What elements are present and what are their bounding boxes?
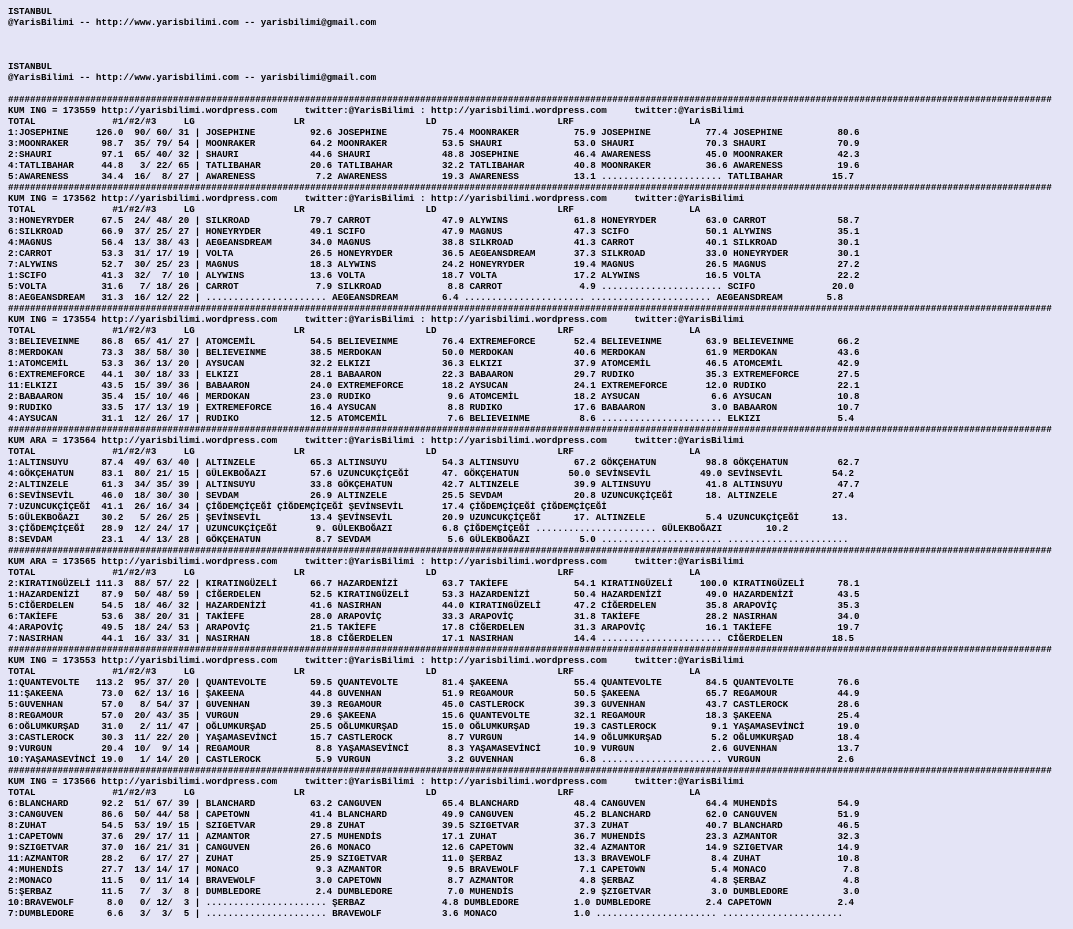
text-line: ##############################################################################################################################################################################################	[8, 424, 1052, 435]
text-line: 3:CANGUVEN 86.6 50/ 44/ 58 | CAPETOWN 41.4 BLANCHARD 49.9 CANGUVEN 45.2 BLANCHARD 62.0 CANGUVEN 51.9	[8, 809, 860, 820]
text-line: 11:AZMANTOR 28.2 6/ 17/ 27 | ZUHAT 25.9 SZIGETVAR 11.0 ŞERBAZ 13.3 BRAVEWOLF 8.4 ZUHAT 10.8	[8, 853, 860, 864]
text-line	[8, 39, 1073, 50]
text-line: 10:YAŞAMASEVİNCİ 19.0 1/ 14/ 20 | CASTLEROCK 5.9 VURGUN 3.2 GUVENHAN 6.8 ...................... VURGUN 2.6	[8, 754, 854, 765]
text-line: 7:NASIRHAN 44.1 16/ 33/ 31 | NASIRHAN 18.8 CİĞERDELEN 17.1 NASIRHAN 14.4 ...................... CİĞERDELEN 18.5	[8, 633, 854, 644]
text-line: 8:SEVDAM 23.1 4/ 13/ 28 | GÖKÇEHATUN 8.7 SEVDAM 5.6 GÜLEKBOĞAZI 5.0 ...................... ......................	[8, 534, 849, 545]
text-line: 5:GUVENHAN 57.0 8/ 54/ 37 | GUVENHAN 39.3 REGAMOUR 45.0 CASTLEROCK 39.3 GUVENHAN 43.7 CASTLEROCK 28.6	[8, 699, 860, 710]
text-line: 11:ELKIZI 43.5 15/ 39/ 36 | BABAARON 24.0 EXTREMEFORCE 18.2 AYSUCAN 24.1 EXTREMEFORCE 12.0 RUDIKO 22.1	[8, 380, 860, 391]
text-line: ##############################################################################################################################################################################################	[8, 644, 1052, 655]
text-line: 8:AEGEANSDREAM 31.3 16/ 12/ 22 | ...................... AEGEANSDREAM 6.4 ...................... ...................... AEGEANSDREAM 5.8	[8, 292, 843, 303]
text-line: 4:GÖKÇEHATUN 83.1 80/ 21/ 15 | GÜLEKBOĞAZI 57.6 UZUNCUKÇİÇEĞİ 47. GÖKÇEHATUN 50.0 SEVİNSEVİL 49.0 SEVİNSEVİL 54.2	[8, 468, 854, 479]
text-line: 3:MOONRAKER 98.7 35/ 79/ 54 | MOONRAKER 64.2 MOONRAKER 53.5 SHAURI 53.0 SHAURI 70.3 SHAURI 70.9	[8, 138, 860, 149]
text-line: TOTAL #1/#2/#3 LG LR LD LRF LA	[8, 116, 701, 127]
text-line: 3:CASTLEROCK 30.3 11/ 22/ 20 | YAŞAMASEVİNCİ 15.7 CASTLEROCK 8.7 VURGUN 14.9 OĞLUMKURŞAD 5.2 OĞLUMKURŞAD 18.4	[8, 732, 860, 743]
text-line	[8, 50, 1073, 61]
text-line: ##############################################################################################################################################################################################	[8, 303, 1052, 314]
text-line: @YarisBilimi -- http://www.yarisbilimi.com -- yarisbilimi@gmail.com	[8, 72, 377, 83]
text-line: 4:TATLIBAHAR 44.8 3/ 22/ 65 | TATLIBAHAR 20.6 TATLIBAHAR 32.2 TATLIBAHAR 40.8 MOONRAKER 36.6 AWARENESS 19.6	[8, 160, 860, 171]
text-line: 1:ALTINSUYU 87.4 49/ 63/ 40 | ALTINZELE 65.3 ALTINSUYU 54.3 ALTINSUYU 67.2 GÖKÇEHATUN 98.8 GÖKÇEHATUN 62.7	[8, 457, 860, 468]
text-line: 5:GÜLEKBOĞAZI 30.2 5/ 26/ 25 | ŞEVİNSEVİL 13.4 ŞEVİNSEVİL 20.9 UZUNCUKÇİÇEĞİ 17. ALTINZELE 5.4 UZUNCUKÇİÇEĞİ 13.	[8, 512, 849, 523]
text-line: 1:SCIFO 41.3 32/ 7/ 10 | ALYWINS 13.6 VOLTA 18.7 VOLTA 17.2 ALYWINS 16.5 VOLTA 22.2	[8, 270, 860, 281]
text-line: 5:VOLTA 31.6 7/ 18/ 26 | CARROT 7.9 SILKROAD 8.8 CARROT 4.9 ...................... SCIFO 20.0	[8, 281, 854, 292]
text-line: 2:CARROT 53.3 31/ 17/ 19 | VOLTA 26.5 HONEYRYDER 36.5 AEGEANSDREAM 37.3 SILKROAD 33.0 HONEYRYDER 30.1	[8, 248, 860, 259]
text-line: KUM ING = 173562 http://yarisbilimi.wordpress.com twitter:@YarisBilimi : http://yarisbilimi.wordpress.com twitter:@YarisBilimi	[8, 193, 745, 204]
text-line: 1:QUANTEVOLTE 113.2 95/ 37/ 20 | QUANTEVOLTE 59.5 QUANTEVOLTE 81.4 ŞAKEENA 55.4 QUANTEVOLTE 84.5 QUANTEVOLTE 76.6	[8, 677, 860, 688]
text-line: 3:ÇİĞDEMÇİÇEĞİ 28.9 12/ 24/ 17 | UZUNCUKÇİÇEĞİ 9. GÜLEKBOĞAZI 6.8 ÇİĞDEMÇİÇEĞİ ...................... GÜLEKBOĞAZI 10.2	[8, 523, 789, 534]
text-line: 9:SZIGETVAR 37.0 16/ 21/ 31 | CANGUVEN 26.6 MONACO 12.6 CAPETOWN 32.4 AZMANTOR 14.9 SZIGETVAR 14.9	[8, 842, 860, 853]
text-line: KUM ING = 173554 http://yarisbilimi.wordpress.com twitter:@YarisBilimi : http://yarisbilimi.wordpress.com twitter:@YarisBilimi	[8, 314, 745, 325]
text-line: 7:DUMBLEDORE 6.6 3/ 3/ 5 | ...................... BRAVEWOLF 3.6 MONACO 1.0 ...................... ......................	[8, 908, 843, 919]
text-line: 4:MUHENDİS 27.7 13/ 14/ 17 | MONACO 9.3 AZMANTOR 9.5 BRAVEWOLF 7.1 CAPETOWN 5.4 MONACO 7.8	[8, 864, 860, 875]
text-line: TOTAL #1/#2/#3 LG LR LD LRF LA	[8, 666, 701, 677]
text-line: 3:BELIEVEINME 86.8 65/ 41/ 27 | ATOMCEMİL 54.5 BELIEVEINME 76.4 EXTREMEFORCE 52.4 BELIEVEINME 63.9 BELIEVEINME 66.2	[8, 336, 860, 347]
text-line: 11:ŞAKEENA 73.0 62/ 13/ 16 | ŞAKEENA 44.8 GUVENHAN 51.9 REGAMOUR 50.5 ŞAKEENA 65.7 REGAMOUR 44.9	[8, 688, 860, 699]
text-line: 8:MERDOKAN 73.3 38/ 58/ 30 | BELIEVEINME 38.5 MERDOKAN 50.0 MERDOKAN 40.6 MERDOKAN 61.9 MERDOKAN 43.6	[8, 347, 860, 358]
text-line: 2:MONACO 11.5 0/ 11/ 14 | BRAVEWOLF 3.0 CAPETOWN 8.7 AZMANTOR 4.8 ŞERBAZ 4.8 ŞERBAZ 4.8	[8, 875, 860, 886]
text-line: TOTAL #1/#2/#3 LG LR LD LRF LA	[8, 204, 701, 215]
text-line: ##############################################################################################################################################################################################	[8, 182, 1052, 193]
text-line: 6:BLANCHARD 92.2 51/ 67/ 39 | BLANCHARD 63.2 CANGUVEN 65.4 BLANCHARD 48.4 CANGUVEN 64.4 MUHENDİS 54.9	[8, 798, 860, 809]
text-line: ##############################################################################################################################################################################################	[8, 94, 1052, 105]
text-line: 9:VURGUN 20.4 10/ 9/ 14 | REGAMOUR 8.8 YAŞAMASEVİNCİ 8.3 YAŞAMASEVİNCİ 10.9 VURGUN 2.6 GUVENHAN 13.7	[8, 743, 860, 754]
text-line: TOTAL #1/#2/#3 LG LR LD LRF LA	[8, 787, 701, 798]
text-line: 1:CAPETOWN 37.6 29/ 17/ 11 | AZMANTOR 27.5 MUHENDİS 17.1 ZUHAT 36.7 MUHENDİS 23.3 AZMANTOR 32.3	[8, 831, 860, 842]
text-line: 2:SHAURI 97.1 65/ 40/ 32 | SHAURI 44.6 SHAURI 48.8 JOSEPHINE 46.4 AWARENESS 45.0 MOONRAKER 42.3	[8, 149, 860, 160]
text-line: 4:AYSUCAN 31.1 12/ 26/ 17 | RUDIKO 12.5 ATOMCEMİL 7.6 BELIEVEINME 8.6 ...................... ELKIZI 5.4	[8, 413, 854, 424]
text-line: 4:MAGNUS 56.4 13/ 38/ 43 | AEGEANSDREAM 34.0 MAGNUS 38.8 SILKROAD 41.3 CARROT 40.1 SILKROAD 30.1	[8, 237, 860, 248]
text-line: 7:ALYWINS 52.7 30/ 25/ 23 | MAGNUS 18.3 ALYWINS 24.2 HONEYRYDER 19.4 MAGNUS 26.5 MAGNUS 27.2	[8, 259, 860, 270]
text-line: ISTANBUL	[8, 61, 52, 72]
text-line	[8, 28, 1073, 39]
text-line: 7:UZUNCUKÇİÇEĞİ 41.1 26/ 16/ 34 | ÇİĞDEMÇİÇEĞİ ÇİĞDEMÇİÇEĞİ ŞEVİNSEVİL 17.4 ÇİĞDEMÇİÇEĞİ ÇİĞDEMÇİÇEĞİ	[8, 501, 607, 512]
text-line: 10:BRAVEWOLF 8.0 0/ 12/ 3 | ...................... ŞERBAZ 4.8 DUMBLEDORE 1.0 DUMBLEDORE 2.4 CAPETOWN 2.4	[8, 897, 854, 908]
text-line: TOTAL #1/#2/#3 LG LR LD LRF LA	[8, 325, 701, 336]
text-line: 4:ARAPOVİÇ 49.5 18/ 24/ 53 | ARAPOVİÇ 21.5 TAKİEFE 17.8 CİĞERDELEN 31.3 ARAPOVİÇ 16.1 TAKİEFE 19.7	[8, 622, 860, 633]
text-line: ##############################################################################################################################################################################################	[8, 545, 1052, 556]
text-line	[8, 83, 1073, 94]
text-line: ISTANBUL	[8, 6, 52, 17]
text-line: 2:KIRATINGÜZELİ 111.3 88/ 57/ 22 | KIRATINGÜZELİ 66.7 HAZARDENİZİ 63.7 TAKİEFE 54.1 KIRATINGÜZELİ 100.0 KIRATINGÜZELİ 78.1	[8, 578, 860, 589]
text-line: 3:HONEYRYDER 67.5 24/ 48/ 20 | SILKROAD 79.7 CARROT 47.9 ALYWINS 61.8 HONEYRYDER 63.0 CARROT 58.7	[8, 215, 860, 226]
text-line: KUM ARA = 173564 http://yarisbilimi.wordpress.com twitter:@YarisBilimi : http://yarisbilimi.wordpress.com twitter:@YarisBilimi	[8, 435, 745, 446]
text-line: 9:RUDIKO 33.5 17/ 13/ 19 | EXTREMEFORCE 16.4 AYSUCAN 8.8 RUDIKO 17.6 BABAARON 3.0 BABAARON 10.7	[8, 402, 860, 413]
text-line: 5:ŞERBAZ 11.5 7/ 3/ 8 | DUMBLEDORE 2.4 DUMBLEDORE 7.0 MUHENDİS 2.9 ŞZIGETVAR 3.0 DUMBLEDORE 3.0	[8, 886, 860, 897]
text-line: KUM ARA = 173565 http://yarisbilimi.wordpress.com twitter:@YarisBilimi : http://yarisbilimi.wordpress.com twitter:@YarisBilimi	[8, 556, 745, 567]
text-line: 2:BABAARON 35.4 15/ 10/ 46 | MERDOKAN 23.0 RUDIKO 9.6 ATOMCEMİL 18.2 AYSUCAN 6.6 AYSUCAN 10.8	[8, 391, 860, 402]
text-line: 6:TAKİEFE 53.6 38/ 20/ 31 | TAKİEFE 28.0 ARAPOVİÇ 33.3 ARAPOVİÇ 31.8 TAKİEFE 28.2 NASIRHAN 34.0	[8, 611, 860, 622]
text-line: 6:EXTREMEFORCE 44.1 30/ 18/ 33 | ELKIZI 28.1 BABAARON 22.3 BABAARON 29.7 RUDIKO 35.3 EXTREMEFORCE 27.5	[8, 369, 860, 380]
text-line: @YarisBilimi -- http://www.yarisbilimi.com -- yarisbilimi@gmail.com	[8, 17, 377, 28]
text-line: 8:ZUHAT 54.5 53/ 19/ 15 | SZIGETVAR 29.8 ZUHAT 39.5 SZIGETVAR 37.3 ZUHAT 40.7 BLANCHARD 46.5	[8, 820, 860, 831]
text-line: KUM ING = 173566 http://yarisbilimi.wordpress.com twitter:@YarisBilimi : http://yarisbilimi.wordpress.com twitter:@YarisBilimi	[8, 776, 745, 787]
text-line: KUM ING = 173553 http://yarisbilimi.wordpress.com twitter:@YarisBilimi : http://yarisbilimi.wordpress.com twitter:@YarisBilimi	[8, 655, 745, 666]
text-line: 1:HAZARDENİZİ 87.9 50/ 48/ 59 | CİĞERDELEN 52.5 KIRATINGÜZELİ 53.3 HAZARDENİZİ 50.4 HAZARDENİZİ 49.0 HAZARDENİZİ 43.5	[8, 589, 860, 600]
text-line: TOTAL #1/#2/#3 LG LR LD LRF LA	[8, 567, 701, 578]
text-line: 8:REGAMOUR 57.0 20/ 43/ 35 | VURGUN 29.6 ŞAKEENA 15.6 QUANTEVOLTE 32.1 REGAMOUR 18.3 ŞAKEENA 25.4	[8, 710, 860, 721]
text-line: 6:SILKROAD 66.9 37/ 25/ 27 | HONEYRYDER 49.1 SCIFO 47.9 MAGNUS 47.3 SCIFO 50.1 ALYWINS 35.1	[8, 226, 860, 237]
text-line: TOTAL #1/#2/#3 LG LR LD LRF LA	[8, 446, 701, 457]
text-line: 1:JOSEPHINE 126.0 90/ 60/ 31 | JOSEPHINE 92.6 JOSEPHINE 75.4 MOONRAKER 75.9 JOSEPHINE 77.4 JOSEPHINE 80.6	[8, 127, 860, 138]
text-line: ##############################################################################################################################################################################################	[8, 765, 1052, 776]
text-line: 5:AWARENESS 34.4 16/ 8/ 27 | AWARENESS 7.2 AWARENESS 19.3 AWARENESS 13.1 ...................... TATLIBAHAR 15.7	[8, 171, 854, 182]
text-line: 6:SEVİNSEVİL 46.0 18/ 30/ 30 | SEVDAM 26.9 ALTINZELE 25.5 SEVDAM 20.8 UZUNCUKÇİÇEĞİ 18. ALTINZELE 27.4	[8, 490, 854, 501]
text-line: 5:CİĞERDELEN 54.5 18/ 46/ 32 | HAZARDENİZİ 41.6 NASIRHAN 44.0 KIRATINGÜZELİ 47.2 CİĞERDELEN 35.8 ARAPOVİÇ 35.3	[8, 600, 860, 611]
text-line: 2:ALTINZELE 61.3 34/ 35/ 39 | ALTINSUYU 33.8 GÖKÇEHATUN 42.7 ALTINZELE 39.9 ALTINSUYU 41.8 ALTINSUYU 47.7	[8, 479, 860, 490]
text-line: KUM ING = 173559 http://yarisbilimi.wordpress.com twitter:@YarisBilimi : http://yarisbilimi.wordpress.com twitter:@YarisBilimi	[8, 105, 745, 116]
text-line: 6:OĞLUMKURŞAD 31.0 2/ 11/ 47 | OĞLUMKURŞAD 25.5 OĞLUMKURŞAD 15.0 OĞLUMKURŞAD 19.3 CASTLEROCK 9.1 YAŞAMASEVİNCİ 19.0	[8, 721, 860, 732]
text-line: 1:ATOMCEMİL 53.3 36/ 13/ 20 | AYSUCAN 32.2 ELKIZI 36.3 ELKIZI 37.9 ATOMCEMİL 46.5 ATOMCEMİL 42.9	[8, 358, 860, 369]
